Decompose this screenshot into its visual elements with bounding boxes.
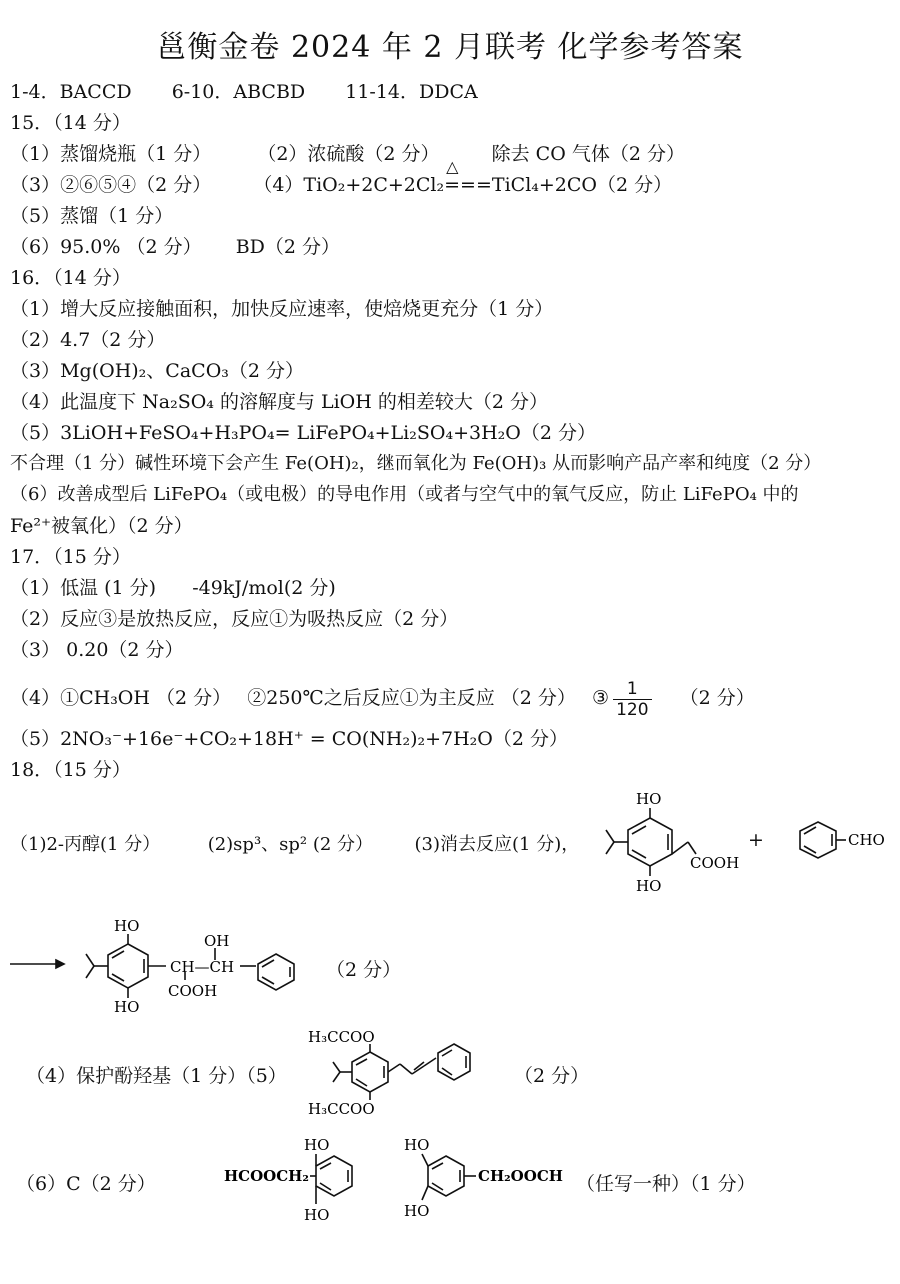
mc-range-1: 1-4．BACCD [10,81,132,103]
heat-triangle-icon: △ [446,157,459,176]
fraction [613,679,651,720]
label-ch-ch: CH—CH [170,958,235,976]
q17-answer-1b: -49kJ/mol(2 分) [192,577,336,599]
q18-answer-3: (3)消去反应(1 分)， [414,834,580,855]
q17-answer-4c: ③ [592,687,610,709]
label-ho-top: HO [304,1136,330,1154]
q16-answer-2: （2）4.7（2 分） [10,329,166,351]
q15-answer-3: （3）②⑥⑤④（2 分） [10,174,212,196]
q15-answer-6a: （6）95.0% （2 分） [10,236,202,258]
q16-answer-3: （3）Mg(OH)₂、CaCO₃（2 分） [10,360,305,382]
benzaldehyde-structure [796,818,896,862]
label-ho-top: HO [114,920,140,935]
label-ho-bottom: HO [636,877,662,895]
mc-range-3: 11-14．DDCA [345,81,478,103]
q16-answer-6-cont: Fe²⁺被氧化）（2 分） [10,515,193,537]
q18-answer-4: （4）保护酚羟基（1 分）（5） [26,1065,287,1087]
page-title: 邕衡金卷 2024 年 2 月联考 化学参考答案 [156,30,744,65]
stilbene-diacetate-structure [300,1030,500,1120]
q15-answer-1: （1）蒸馏烧瓶（1 分） [10,143,212,165]
q15-header: 15．（14 分） [10,112,131,134]
q17-answer-4a: （4）①CH₃OH （2 分） [10,687,232,709]
fraction-denominator: 120 [616,699,649,720]
equals-sign: === [444,174,492,196]
label-h3ccoo-top: H₃CCOO [308,1030,375,1046]
q15-answer-2b: 除去 CO 气体（2 分） [491,143,685,165]
label-ho-bottom: HO [114,998,140,1016]
label-ch2ooch: CH₂OOCH [478,1167,563,1185]
mc-range-2: 6-10．ABCBD [171,81,306,103]
q17-answer-5: （5）2NO₃⁻+16e⁻+CO₂+18H⁺ = CO(NH₂)₂+7H₂O（2 分） [10,728,569,750]
q17-answer-3: （3） 0.20（2 分） [10,639,184,661]
q18-answer-6-note: （任写一种）（1 分） [576,1173,756,1195]
q15-line-2 [10,157,673,197]
q17-answer-2: （2）反应③是放热反应，反应①为吸热反应（2 分） [10,608,459,630]
label-h3ccoo-bottom: H₃CCOO [308,1100,375,1118]
q16-answer-5: （5）3LiOH+FeSO₄+H₃PO₄= LiFePO₄+Li₂SO₄+3H₂O（2 分） [10,422,596,444]
q16-answer-1: （1）增大反应接触面积，加快反应速率，使焙烧更充分（1 分） [10,298,554,320]
q17-line-4 [10,676,755,720]
label-cho: CHO [848,831,885,849]
label-cooh: COOH [690,854,740,872]
label-ho-top: HO [636,790,662,808]
q15-answer-5: （5）蒸馏（1 分） [10,205,174,227]
q17-answer-4b: ②250℃之后反应①为主反应 （2 分） [247,687,576,709]
label-ho-bottom: HO [304,1206,330,1224]
q17-answer-1a: （1）低温 (1 分) [10,577,157,599]
label-ho-top: HO [404,1136,430,1154]
isomer-structure-2 [396,1134,576,1230]
q15-line-4 [10,235,340,259]
q18-line-1 [10,833,579,857]
q18-answer-2: (2)sp³、sp² (2 分） [207,834,374,855]
mc-answers [10,80,478,104]
heat-equals-sign [444,157,492,197]
label-ho-bottom: HO [404,1202,430,1220]
q15-answer-2: （2）浓硫酸（2 分） [257,143,440,165]
fraction-numerator: 1 [613,679,651,700]
plus-sign: + [748,829,764,851]
q15-answer-6b: BD（2 分） [235,236,341,258]
q17-line-1 [10,576,336,600]
q16-answer-6: （6）改善成型后 LiFePO₄（或电极）的导电作用（或者与空气中的氧气反应，防止 LiFePO₄ 中的 [10,484,799,505]
q18-header: 18．（15 分） [10,759,131,781]
q15-equation-pre: （4）TiO₂+2C+2Cl₂ [253,174,445,196]
q17-answer-4d: （2 分） [679,687,755,709]
q15-line-1 [10,142,685,166]
label-cooh: COOH [168,982,218,1000]
q18-answer-1: （1)2-丙醇(1 分） [10,834,161,855]
label-oh: OH [204,932,230,950]
isomer-structure-1 [222,1134,372,1230]
q18-answer-6: （6）C（2 分） [16,1173,156,1195]
q15-equation-post: TiCl₄+2CO（2 分） [491,174,673,196]
q17-header: 17．（15 分） [10,546,131,568]
q16-answer-5-note: 不合理（1 分）碱性环境下会产生 Fe(OH)₂，继而氧化为 Fe(OH)₃ 从而影响产品产率和纯度（2 分） [10,453,822,474]
label-hcooch2: HCOOCH₂ [224,1167,309,1185]
q18-answer-5-score: （2 分） [514,1065,590,1087]
product-structure [8,920,308,1020]
q18-answer-3-score: （2 分） [326,959,402,981]
q16-answer-4: （4）此温度下 Na₂SO₄ 的溶解度与 LiOH 的相差较大（2 分） [10,391,548,413]
q16-header: 16．（14 分） [10,267,131,289]
